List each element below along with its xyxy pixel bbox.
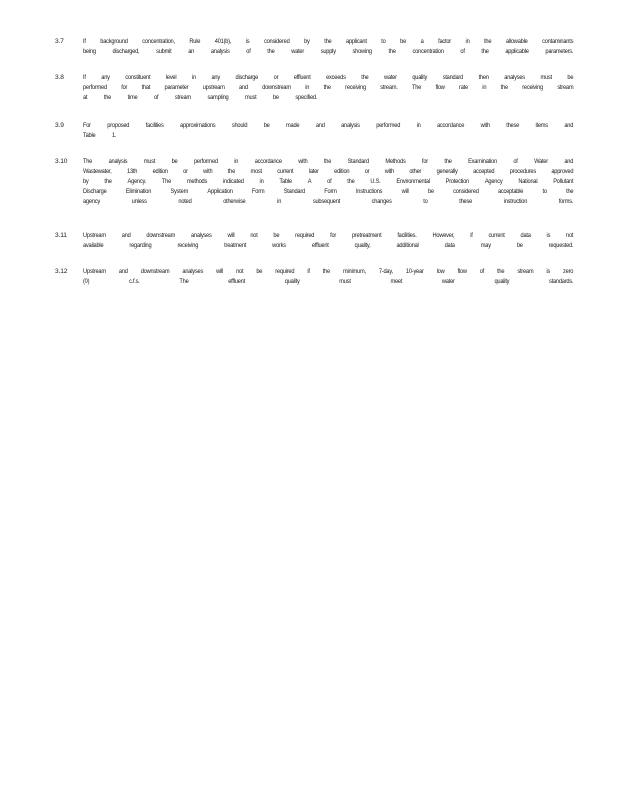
- word: applicable: [505, 48, 529, 55]
- word: Examination: [468, 158, 497, 165]
- word: water: [441, 278, 455, 285]
- word: or: [364, 168, 370, 175]
- text-line: [83, 231, 573, 241]
- word: in: [234, 158, 239, 165]
- word: water: [383, 74, 397, 81]
- word: quality: [412, 74, 428, 81]
- word: quality: [284, 278, 300, 285]
- text-line: [83, 187, 573, 197]
- word: Form: [324, 188, 337, 195]
- word: analysis: [341, 122, 360, 129]
- word: flow: [435, 84, 445, 91]
- word: downstream: [140, 268, 170, 275]
- word: any: [101, 74, 110, 81]
- word: Table: [279, 178, 292, 185]
- section-number: 3.7: [55, 38, 64, 45]
- word: in: [465, 38, 470, 45]
- word: be: [567, 74, 574, 81]
- word: must: [245, 94, 257, 101]
- word: required: [275, 268, 295, 275]
- word: However,: [432, 232, 455, 239]
- word: being: [83, 48, 96, 55]
- word: is: [546, 232, 551, 239]
- word: If: [83, 38, 86, 45]
- word: the: [484, 38, 492, 45]
- word: procedures: [509, 168, 536, 175]
- word: receiving: [345, 84, 366, 91]
- word: approved: [551, 168, 574, 175]
- word: be: [273, 232, 280, 239]
- word: Wastewater,: [83, 168, 112, 175]
- word: considered: [263, 38, 290, 45]
- word: additional: [396, 242, 419, 249]
- word: receiving: [522, 84, 543, 91]
- word: showing: [352, 48, 372, 55]
- word: a: [420, 38, 424, 45]
- word: factor: [438, 38, 451, 45]
- word: should: [231, 122, 248, 129]
- word: downstream: [262, 84, 291, 91]
- section-number: 3.11: [55, 232, 67, 239]
- word: time: [127, 94, 138, 101]
- word: facilities: [145, 122, 164, 129]
- word: 1.: [112, 132, 117, 139]
- section-body: [83, 231, 573, 251]
- word: Upstream: [83, 268, 106, 275]
- word: be: [427, 188, 434, 195]
- word: quality: [494, 278, 510, 285]
- word: any: [211, 74, 220, 81]
- word: must: [339, 278, 351, 285]
- word: sampling: [207, 94, 229, 101]
- word: effluent: [311, 242, 329, 249]
- text-line: [83, 267, 573, 277]
- word: background: [100, 38, 128, 45]
- text-line: [83, 121, 573, 131]
- word: edition: [152, 168, 168, 175]
- word: for: [121, 84, 128, 91]
- word: Upstream: [83, 232, 106, 239]
- word: considered: [453, 188, 479, 195]
- word: agency: [83, 198, 100, 205]
- text-line: [83, 83, 573, 93]
- word: receiving: [177, 242, 199, 249]
- word: water: [291, 48, 305, 55]
- word: and: [121, 232, 131, 239]
- word: of: [479, 268, 485, 275]
- word: performed: [376, 122, 401, 129]
- word: the: [361, 74, 369, 81]
- word: generally: [436, 168, 458, 175]
- word: the: [388, 48, 396, 55]
- word: upstream: [202, 84, 225, 91]
- word: for: [422, 158, 428, 165]
- word: the: [500, 84, 508, 91]
- word: by: [304, 38, 310, 45]
- word: if: [470, 232, 473, 239]
- word: parameter: [164, 84, 189, 91]
- word: the: [481, 48, 489, 55]
- word: with: [480, 122, 490, 129]
- word: the: [103, 94, 112, 101]
- word: minimum,: [342, 268, 366, 275]
- word: Pollutant: [553, 178, 574, 185]
- word: National: [518, 178, 538, 185]
- word: the: [322, 268, 330, 275]
- section-number: 3.10: [55, 158, 68, 165]
- word: applicant: [346, 38, 367, 45]
- word: The: [161, 178, 172, 185]
- word: For: [83, 122, 91, 129]
- word: current: [488, 232, 505, 239]
- word: be: [171, 158, 178, 165]
- word: may: [480, 242, 491, 249]
- word: standards.: [549, 278, 574, 285]
- word: and: [564, 122, 574, 129]
- word: Table: [83, 132, 96, 139]
- word: later: [308, 168, 319, 175]
- word: the: [324, 38, 332, 45]
- word: analysis: [210, 48, 230, 55]
- word: downstream: [146, 232, 176, 239]
- word: to: [542, 188, 547, 195]
- word: regarding: [129, 242, 152, 249]
- word: subsequent: [312, 198, 340, 205]
- word: 401(b),: [214, 38, 232, 45]
- word: be: [256, 268, 263, 275]
- word: in: [259, 178, 264, 185]
- word: Elimination: [125, 188, 152, 195]
- word: the: [497, 268, 505, 275]
- word: the: [227, 168, 236, 175]
- word: contaminants: [542, 38, 574, 45]
- word: constituent: [125, 74, 151, 81]
- text-line: [83, 167, 573, 177]
- word: The: [83, 158, 93, 165]
- word: Methods: [385, 158, 406, 165]
- word: supply: [320, 48, 336, 55]
- word: submit: [156, 48, 172, 55]
- word: c.f.s.: [129, 278, 140, 285]
- word: Instructions: [355, 188, 383, 195]
- word: Environmental: [396, 178, 430, 185]
- word: 7-day,: [378, 268, 393, 275]
- word: and: [118, 268, 128, 275]
- word: stream: [174, 94, 191, 101]
- word: Agency: [484, 178, 503, 185]
- word: of: [154, 94, 159, 101]
- word: accepted: [473, 168, 495, 175]
- word: analyses: [182, 268, 204, 275]
- word: in: [305, 84, 310, 91]
- word: the: [566, 188, 574, 195]
- text-line: [83, 197, 573, 207]
- word: not: [236, 268, 244, 275]
- text-line: [83, 73, 573, 83]
- text-line: [83, 131, 573, 141]
- word: flow: [457, 268, 467, 275]
- word: and: [238, 84, 248, 91]
- word: acceptable: [497, 188, 524, 195]
- word: data: [520, 232, 531, 239]
- word: to: [423, 198, 428, 205]
- word: allowable: [505, 38, 528, 45]
- word: by: [83, 178, 89, 185]
- word: U.S.: [370, 178, 381, 185]
- word: and: [315, 122, 325, 129]
- word: most: [250, 168, 262, 175]
- word: of: [246, 48, 251, 55]
- word: Discharge: [83, 188, 107, 195]
- word: forms.: [558, 198, 574, 205]
- word: edition: [334, 168, 350, 175]
- word: other: [409, 168, 422, 175]
- word: in: [277, 198, 282, 205]
- word: is: [245, 38, 250, 45]
- word: Protection: [445, 178, 469, 185]
- word: effluent: [293, 74, 311, 81]
- section-body: [83, 267, 573, 287]
- word: low: [436, 268, 445, 275]
- text-line: [83, 37, 573, 47]
- word: the: [347, 178, 355, 185]
- word: current: [277, 168, 294, 175]
- word: Water: [534, 158, 548, 165]
- word: in: [482, 84, 487, 91]
- word: exceeds: [326, 74, 346, 81]
- word: for: [330, 232, 337, 239]
- word: meet: [390, 278, 403, 285]
- word: System: [170, 188, 189, 195]
- word: with: [298, 158, 308, 165]
- word: of: [327, 178, 332, 185]
- word: then: [478, 74, 489, 81]
- word: available: [83, 242, 104, 249]
- word: proposed: [107, 122, 130, 129]
- word: requested.: [548, 242, 574, 249]
- word: must: [143, 158, 156, 165]
- word: if: [307, 268, 310, 275]
- word: be: [400, 38, 407, 45]
- word: Agency.: [127, 178, 147, 185]
- word: will: [216, 268, 224, 275]
- word: performed: [193, 158, 218, 165]
- word: level: [165, 74, 177, 81]
- word: The: [411, 84, 422, 91]
- word: or: [183, 168, 188, 175]
- text-line: [83, 241, 573, 251]
- word: standard: [442, 74, 464, 81]
- word: stream.: [380, 84, 398, 91]
- word: performed: [83, 84, 107, 91]
- word: treatment: [224, 242, 247, 249]
- word: zero: [563, 268, 574, 275]
- word: be: [272, 94, 279, 101]
- section-body: [83, 121, 573, 141]
- word: not: [250, 232, 258, 239]
- word: A: [307, 178, 312, 185]
- word: indicated: [222, 178, 244, 185]
- word: accordance: [254, 158, 282, 165]
- word: approximations: [180, 122, 216, 129]
- word: with: [384, 168, 394, 175]
- word: that: [141, 84, 151, 91]
- word: parameters.: [545, 48, 574, 55]
- text-line: [83, 177, 573, 187]
- word: in: [191, 74, 196, 81]
- word: changes: [371, 198, 392, 205]
- word: the: [323, 84, 331, 91]
- word: these: [459, 198, 473, 205]
- word: be: [263, 122, 270, 129]
- word: the: [323, 158, 332, 165]
- section-body: [83, 73, 573, 103]
- word: Application: [207, 188, 233, 195]
- word: is: [546, 268, 551, 275]
- word: instruction: [503, 198, 528, 205]
- word: unless: [131, 198, 147, 205]
- section-number: 3.12: [55, 268, 68, 275]
- word: 13th: [127, 168, 138, 175]
- word: the: [104, 178, 112, 185]
- word: stream: [517, 268, 534, 275]
- word: items: [535, 122, 548, 129]
- word: Rule: [189, 38, 201, 45]
- word: data: [444, 242, 455, 249]
- word: accordance: [436, 122, 465, 129]
- word: analyses: [190, 232, 212, 239]
- section-body: [83, 157, 573, 207]
- word: concentration: [412, 48, 444, 55]
- word: analyses: [504, 74, 525, 81]
- word: (0): [83, 278, 90, 285]
- word: 10-year: [405, 268, 424, 275]
- word: of: [460, 48, 465, 55]
- word: noted: [178, 198, 192, 205]
- word: required: [295, 232, 315, 239]
- text-line: [83, 277, 573, 287]
- word: these: [506, 122, 520, 129]
- word: concentration,: [142, 38, 175, 45]
- word: facilities.: [397, 232, 417, 239]
- text-line: [83, 47, 573, 57]
- word: the: [444, 158, 452, 165]
- word: not: [566, 232, 574, 239]
- text-line: [83, 93, 573, 103]
- word: Standard: [347, 158, 369, 165]
- word: works: [272, 242, 286, 249]
- word: will: [401, 188, 409, 195]
- word: pretreatment: [351, 232, 382, 239]
- word: Form: [252, 188, 265, 195]
- section-number: 3.8: [55, 74, 64, 81]
- word: discharge: [235, 74, 259, 81]
- word: If: [83, 74, 86, 81]
- word: rate: [459, 84, 468, 91]
- word: discharged,: [112, 48, 140, 55]
- word: of: [513, 158, 518, 165]
- section-number: 3.9: [55, 122, 64, 129]
- word: in: [416, 122, 421, 129]
- word: or: [273, 74, 279, 81]
- word: Standard: [283, 188, 305, 195]
- word: must: [540, 74, 552, 81]
- section-body: [83, 37, 573, 57]
- word: an: [188, 48, 195, 55]
- word: otherwise: [223, 198, 246, 205]
- word: and: [564, 158, 574, 165]
- word: to: [381, 38, 386, 45]
- word: with: [203, 168, 213, 175]
- word: the: [267, 48, 275, 55]
- word: be: [516, 242, 523, 249]
- text-line: [83, 157, 573, 167]
- word: specified.: [295, 94, 318, 101]
- word: analysis: [108, 158, 128, 165]
- word: effluent: [228, 278, 245, 285]
- word: The: [179, 278, 189, 285]
- word: stream: [557, 84, 574, 91]
- word: methods: [186, 178, 208, 185]
- word: at: [83, 94, 88, 101]
- word: made: [286, 122, 300, 129]
- word: quality,: [354, 242, 371, 249]
- word: will: [227, 232, 235, 239]
